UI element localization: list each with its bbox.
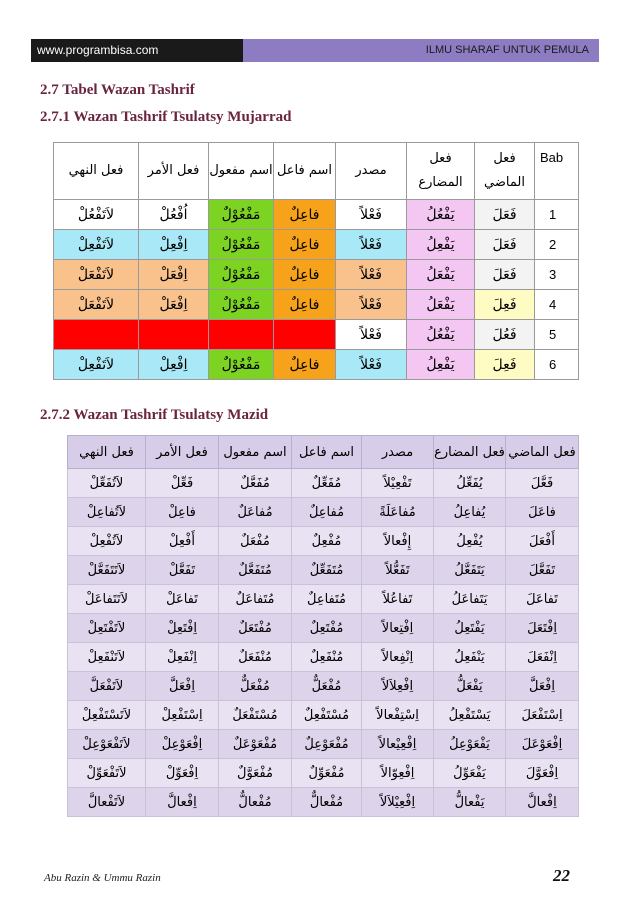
cell-maful: مَفْعُوْلٌ [209, 350, 274, 380]
cell-mudhari: يَفْعَوِّلُ [434, 759, 506, 788]
table-row [68, 730, 579, 759]
header-amr: فعل الأمر [146, 436, 219, 469]
table-row [68, 643, 579, 672]
cell-nahyi: لاَتَفْعَلْ [54, 260, 139, 290]
cell-mudhari: يَنْفَعِلُ [434, 643, 506, 672]
book-title: ILMU SHARAF UNTUK PEMULA [243, 39, 599, 62]
table-mazid [67, 435, 579, 817]
cell-maful: مُفْعَوَّلٌ [219, 759, 292, 788]
cell-fail: مُفَعِّلٌ [292, 469, 362, 498]
table-row [54, 230, 579, 260]
cell-nahyi: لاَتَنْفَعِلْ [68, 643, 146, 672]
header-nahyi: فعل النهي [54, 143, 139, 200]
table-row [68, 788, 579, 817]
cell-fail: فاعِلٌ [274, 290, 336, 320]
cell-fail: فاعِلٌ [274, 230, 336, 260]
header-maful: اسم مفعول [219, 436, 292, 469]
table-row [68, 759, 579, 788]
cell-amr: تَفاعَلْ [146, 585, 219, 614]
cell-madhi: اِفْعَوَّلَ [506, 759, 579, 788]
table-row [68, 585, 579, 614]
table-row [68, 527, 579, 556]
cell-mashdar: اِفْعِيْعالاً [362, 730, 434, 759]
cell-mashdar: تَفْعِيْلاً [362, 469, 434, 498]
header-bab: Bab [535, 143, 579, 200]
cell-amr: اِفْعَلْ [139, 290, 209, 320]
table-row [54, 350, 579, 380]
page-number: 22 [553, 866, 570, 885]
cell-amr: اِسْتَفْعِلْ [146, 701, 219, 730]
cell-nahyi: لاَتَفْعِلْ [54, 230, 139, 260]
cell-maful: مُسْتَفْعَلٌ [219, 701, 292, 730]
header-amr: فعل الأمر [139, 143, 209, 200]
cell-mashdar: مُفاعَلَةً [362, 498, 434, 527]
cell-maful: مُتَفَعَّلٌ [219, 556, 292, 585]
subsection-title-mazid: 2.7.2 Wazan Tashrif Tsulatsy Mazid [40, 407, 269, 423]
table-row [68, 469, 579, 498]
cell-madhi: أَفْعَلَ [506, 527, 579, 556]
cell-nahyi: لاَتَفْعالَّ [68, 788, 146, 817]
cell-madhi: فَعَلَ [475, 230, 535, 260]
cell-maful: مُفَعَّلٌ [219, 469, 292, 498]
cell-mudhari: يَسْتَفْعِلُ [434, 701, 506, 730]
cell-mudhari: يَفْعَوْعِلُ [434, 730, 506, 759]
header-fail: اسم فاعل [274, 143, 336, 200]
table-row [68, 498, 579, 527]
cell-amr: اِفْعالَّ [146, 788, 219, 817]
cell-maful: مُنْفَعَلٌ [219, 643, 292, 672]
site-url: www.programbisa.com [31, 39, 243, 62]
cell-fail: مُفاعِلٌ [292, 498, 362, 527]
header-mudhari: فعل المضارع [434, 436, 506, 469]
cell-maful: مُفْعَوْعَلٌ [219, 730, 292, 759]
cell-mashdar: تَفاعُلاً [362, 585, 434, 614]
cell-nahyi: لاَتَفْعَوِّلْ [68, 759, 146, 788]
cell-amr: اِنْفَعِلْ [146, 643, 219, 672]
cell-amr [139, 320, 209, 350]
cell-amr: اِفْعِلْ [139, 350, 209, 380]
cell-amr: أَفْعِلْ [146, 527, 219, 556]
cell-maful: مُفْعَلٌ [219, 527, 292, 556]
cell-mudhari: يَفْعَلُ [407, 260, 475, 290]
cell-bab: 2 [535, 230, 579, 260]
cell-maful: مُفْتَعَلٌ [219, 614, 292, 643]
cell-maful: مُفْعالٌّ [219, 788, 292, 817]
cell-mashdar: إِفْعالاً [362, 527, 434, 556]
cell-fail: مُتَفَعِّلٌ [292, 556, 362, 585]
cell-nahyi: لاَتَتَفَعَّلْ [68, 556, 146, 585]
cell-fail: فاعِلٌ [274, 350, 336, 380]
cell-fail: مُفْعَوِّلٌ [292, 759, 362, 788]
cell-madhi: فَعِلَ [475, 290, 535, 320]
cell-madhi: فَعِلَ [475, 350, 535, 380]
cell-fail: مُتَفاعِلٌ [292, 585, 362, 614]
cell-mudhari: يَفْعِلُ [407, 230, 475, 260]
header-madhi: فعل الماضي [506, 436, 579, 469]
section-title: 2.7 Tabel Wazan Tashrif [40, 82, 195, 98]
cell-maful: مَفْعُوْلٌ [209, 290, 274, 320]
cell-mashdar: فَعْلاً [336, 230, 407, 260]
cell-maful: مُفْعَلٌّ [219, 672, 292, 701]
cell-madhi: اِفْعَوْعَلَ [506, 730, 579, 759]
header-mudhari: فعل المضارع [407, 143, 475, 200]
cell-mashdar: فَعْلاً [336, 260, 407, 290]
header-madhi: فعل الماضي [475, 143, 535, 200]
cell-fail: مُفْعالٌّ [292, 788, 362, 817]
header-nahyi: فعل النهي [68, 436, 146, 469]
cell-madhi: تَفاعَلَ [506, 585, 579, 614]
cell-maful: مَفْعُوْلٌ [209, 230, 274, 260]
cell-maful: مُفاعَلٌ [219, 498, 292, 527]
header-fail: اسم فاعل [292, 436, 362, 469]
cell-mashdar: اِفْعِوّالاً [362, 759, 434, 788]
cell-mashdar: اِفْعِيْلاَلاً [362, 788, 434, 817]
cell-madhi: فَعَلَ [475, 200, 535, 230]
table-row [54, 320, 579, 350]
cell-mashdar: فَعْلاً [336, 200, 407, 230]
table-row [68, 614, 579, 643]
cell-mudhari: يَفْعَلُّ [434, 672, 506, 701]
cell-mudhari: يَفْعِلُ [407, 350, 475, 380]
cell-mudhari: يَتَفَعَّلُ [434, 556, 506, 585]
cell-maful: مَفْعُوْلٌ [209, 200, 274, 230]
cell-nahyi: لاَتَفْعِلْ [54, 350, 139, 380]
cell-mudhari: يَفْعالُّ [434, 788, 506, 817]
cell-fail [274, 320, 336, 350]
cell-madhi: فاعَلَ [506, 498, 579, 527]
cell-mudhari: يَتَفاعَلُ [434, 585, 506, 614]
header-mashdar: مصدر [362, 436, 434, 469]
header-mashdar: مصدر [336, 143, 407, 200]
cell-amr: اِفْتَعِلْ [146, 614, 219, 643]
cell-nahyi: لاَتَفْعَلْ [54, 290, 139, 320]
cell-amr: اِفْعَوِّلْ [146, 759, 219, 788]
table-row [54, 200, 579, 230]
table-mujarrad [53, 142, 579, 380]
cell-amr: اُفْعُلْ [139, 200, 209, 230]
cell-maful [209, 320, 274, 350]
cell-madhi: اِنْفَعَلَ [506, 643, 579, 672]
cell-fail: فاعِلٌ [274, 260, 336, 290]
cell-mashdar: اِسْتِفْعالاً [362, 701, 434, 730]
cell-fail: مُنْفَعِلٌ [292, 643, 362, 672]
cell-amr: اِفْعَوْعِلْ [146, 730, 219, 759]
cell-nahyi: لاَتُفاعِلْ [68, 498, 146, 527]
cell-fail: مُفْعَلٌّ [292, 672, 362, 701]
table-row [68, 672, 579, 701]
cell-madhi: فَعَّلَ [506, 469, 579, 498]
cell-nahyi: لاَتَفْعُلْ [54, 200, 139, 230]
cell-madhi: اِسْتَفْعَلَ [506, 701, 579, 730]
table-row [68, 701, 579, 730]
cell-fail: مُفْعَوْعِلٌ [292, 730, 362, 759]
cell-mashdar: اِنْفِعالاً [362, 643, 434, 672]
cell-amr: اِفْعَلْ [139, 260, 209, 290]
cell-maful: مُتَفاعَلٌ [219, 585, 292, 614]
cell-mudhari: يَفْعُلُ [407, 320, 475, 350]
cell-mudhari: يُفْعِلُ [434, 527, 506, 556]
cell-mudhari: يَفْعَلُ [407, 290, 475, 320]
cell-nahyi [54, 320, 139, 350]
subsection-title-mujarrad: 2.7.1 Wazan Tashrif Tsulatsy Mujarrad [40, 109, 292, 125]
cell-amr: اِفْعَلَّ [146, 672, 219, 701]
table-row [54, 290, 579, 320]
cell-madhi: فَعُلَ [475, 320, 535, 350]
cell-fail: مُفْتَعِلٌ [292, 614, 362, 643]
cell-madhi: اِفْعَلَّ [506, 672, 579, 701]
cell-mashdar: تَفَعُّلاً [362, 556, 434, 585]
cell-amr: اِفْعِلْ [139, 230, 209, 260]
cell-nahyi: لاَتَفْعَلَّ [68, 672, 146, 701]
cell-mudhari: يَفْتَعِلُ [434, 614, 506, 643]
footer-authors: Abu Razin & Ummu Razin [44, 872, 161, 884]
cell-fail: فاعِلٌ [274, 200, 336, 230]
cell-nahyi: لاَتَفْعَوْعِلْ [68, 730, 146, 759]
table-row [68, 556, 579, 585]
cell-mudhari: يَفْعُلُ [407, 200, 475, 230]
header-maful: اسم مفعول [209, 143, 274, 200]
cell-amr: فاعِلْ [146, 498, 219, 527]
cell-madhi: اِفْعالَّ [506, 788, 579, 817]
cell-nahyi: لاَتَسْتَفْعِلْ [68, 701, 146, 730]
cell-nahyi: لاَتَتَفاعَلْ [68, 585, 146, 614]
cell-bab: 3 [535, 260, 579, 290]
cell-nahyi: لاَتُفْعِلْ [68, 527, 146, 556]
cell-mudhari: يُفاعِلُ [434, 498, 506, 527]
cell-nahyi: لاَتَفْتَعِلْ [68, 614, 146, 643]
cell-bab: 6 [535, 350, 579, 380]
cell-mudhari: يُفَعِّلُ [434, 469, 506, 498]
cell-bab: 5 [535, 320, 579, 350]
cell-fail: مُفْعِلٌ [292, 527, 362, 556]
cell-mashdar: فَعْلاً [336, 290, 407, 320]
cell-mashdar: اِفْعِلاَلاً [362, 672, 434, 701]
cell-madhi: فَعَلَ [475, 260, 535, 290]
cell-amr: تَفَعَّلْ [146, 556, 219, 585]
cell-madhi: تَفَعَّلَ [506, 556, 579, 585]
cell-mashdar: فَعْلاً [336, 350, 407, 380]
cell-amr: فَعِّلْ [146, 469, 219, 498]
cell-nahyi: لاَتُفَعِّلْ [68, 469, 146, 498]
cell-mashdar: فَعْلاً [336, 320, 407, 350]
cell-bab: 1 [535, 200, 579, 230]
cell-madhi: اِفْتَعَلَ [506, 614, 579, 643]
cell-mashdar: اِفْتِعالاً [362, 614, 434, 643]
table-row [54, 260, 579, 290]
cell-bab: 4 [535, 290, 579, 320]
cell-fail: مُسْتَفْعِلٌ [292, 701, 362, 730]
cell-maful: مَفْعُوْلٌ [209, 260, 274, 290]
